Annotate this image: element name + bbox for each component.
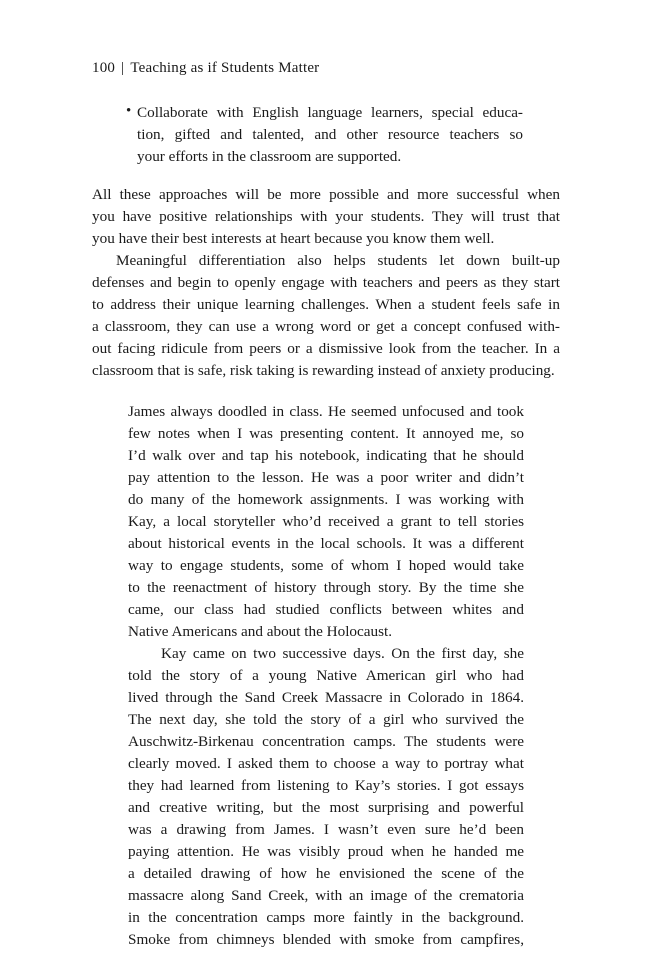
quote-line: a detailed drawing of how he envisioned the scene of the (128, 865, 524, 882)
quote-line: way to engage students, some of whom I hoped would take (128, 557, 524, 574)
quote-line: Kay, a local storyteller who’d received a grant to tell stories (128, 513, 524, 530)
quote-line: told the story of a young Native American girl who had (128, 667, 524, 684)
quote-line: they had learned from listening to Kay’s stories. I got essays (128, 777, 524, 794)
page-number: 100 (92, 60, 116, 76)
quote-line: Auschwitz-Birkenau concentration camps. The students were (128, 733, 524, 750)
quote-line: lived through the Sand Creek Massacre in Colorado in 1864. (128, 689, 524, 706)
quote-line: Native Americans and about the Holocaust. (128, 623, 393, 640)
body-line: All these approaches will be more possible and more successful when (92, 186, 560, 203)
body-line: a classroom, they can use a wrong word or get a concept confused with- (92, 318, 560, 335)
book-title: Teaching as if Students Matter (130, 60, 320, 76)
running-head-separator: | (121, 60, 125, 76)
bullet-line: Collaborate with English language learners, special educa- (137, 104, 523, 121)
running-head (92, 60, 319, 77)
quote-line: to the reenactment of history through story. By the time she (128, 579, 524, 596)
quote-line: Kay came on two successive days. On the first day, she (161, 645, 524, 662)
body-line: you have their best interests at heart because you know them well. (92, 230, 495, 247)
quote-line: do many of the homework assignments. I was working with (128, 491, 524, 508)
quote-line: clearly moved. I asked them to choose a way to portray what (128, 755, 524, 772)
body-line: classroom that is safe, risk taking is rewarding instead of anxiety producing. (92, 362, 555, 379)
quote-line: pay attention to the lesson. He was a poor writer and didn’t (128, 469, 524, 486)
body-line: out facing ridicule from peers or a dismissive look from the teacher. In a (92, 340, 560, 357)
quote-line: and creative writing, but the most surprising and powerful (128, 799, 524, 816)
quote-line: paying attention. He was visibly proud when he handed me (128, 843, 524, 860)
quote-line: James always doodled in class. He seemed unfocused and took (128, 403, 524, 420)
quote-line: in the concentration camps more faintly in the background. (128, 909, 524, 926)
quote-line: I’d walk over and tap his notebook, indicating that he should (128, 447, 524, 464)
body-line: you have positive relationships with your students. They will trust that (92, 208, 560, 225)
bullet-line: your efforts in the classroom are supported. (137, 148, 402, 165)
bullet-line: tion, gifted and talented, and other resource teachers so (137, 126, 523, 143)
quote-line: came, our class had studied conflicts between whites and (128, 601, 524, 618)
quote-line: Smoke from chimneys blended with smoke from campfires, (128, 931, 524, 948)
bullet-mark: • (126, 103, 132, 119)
body-line: defenses and begin to openly engage with teachers and peers as they start (92, 274, 560, 291)
body-line: Meaningful differentiation also helps students let down built-up (116, 252, 560, 269)
quote-line: The next day, she told the story of a girl who survived the (128, 711, 524, 728)
quote-line: about historical events in the local schools. It was a different (128, 535, 524, 552)
body-line: to address their unique learning challenges. When a student feels safe in (92, 296, 560, 313)
quote-line: few notes when I was presenting content. It annoyed me, so (128, 425, 524, 442)
quote-line: was a drawing from James. I wasn’t even sure he’d been (128, 821, 524, 838)
quote-line: massacre along Sand Creek, with an image of the crematoria (128, 887, 524, 904)
